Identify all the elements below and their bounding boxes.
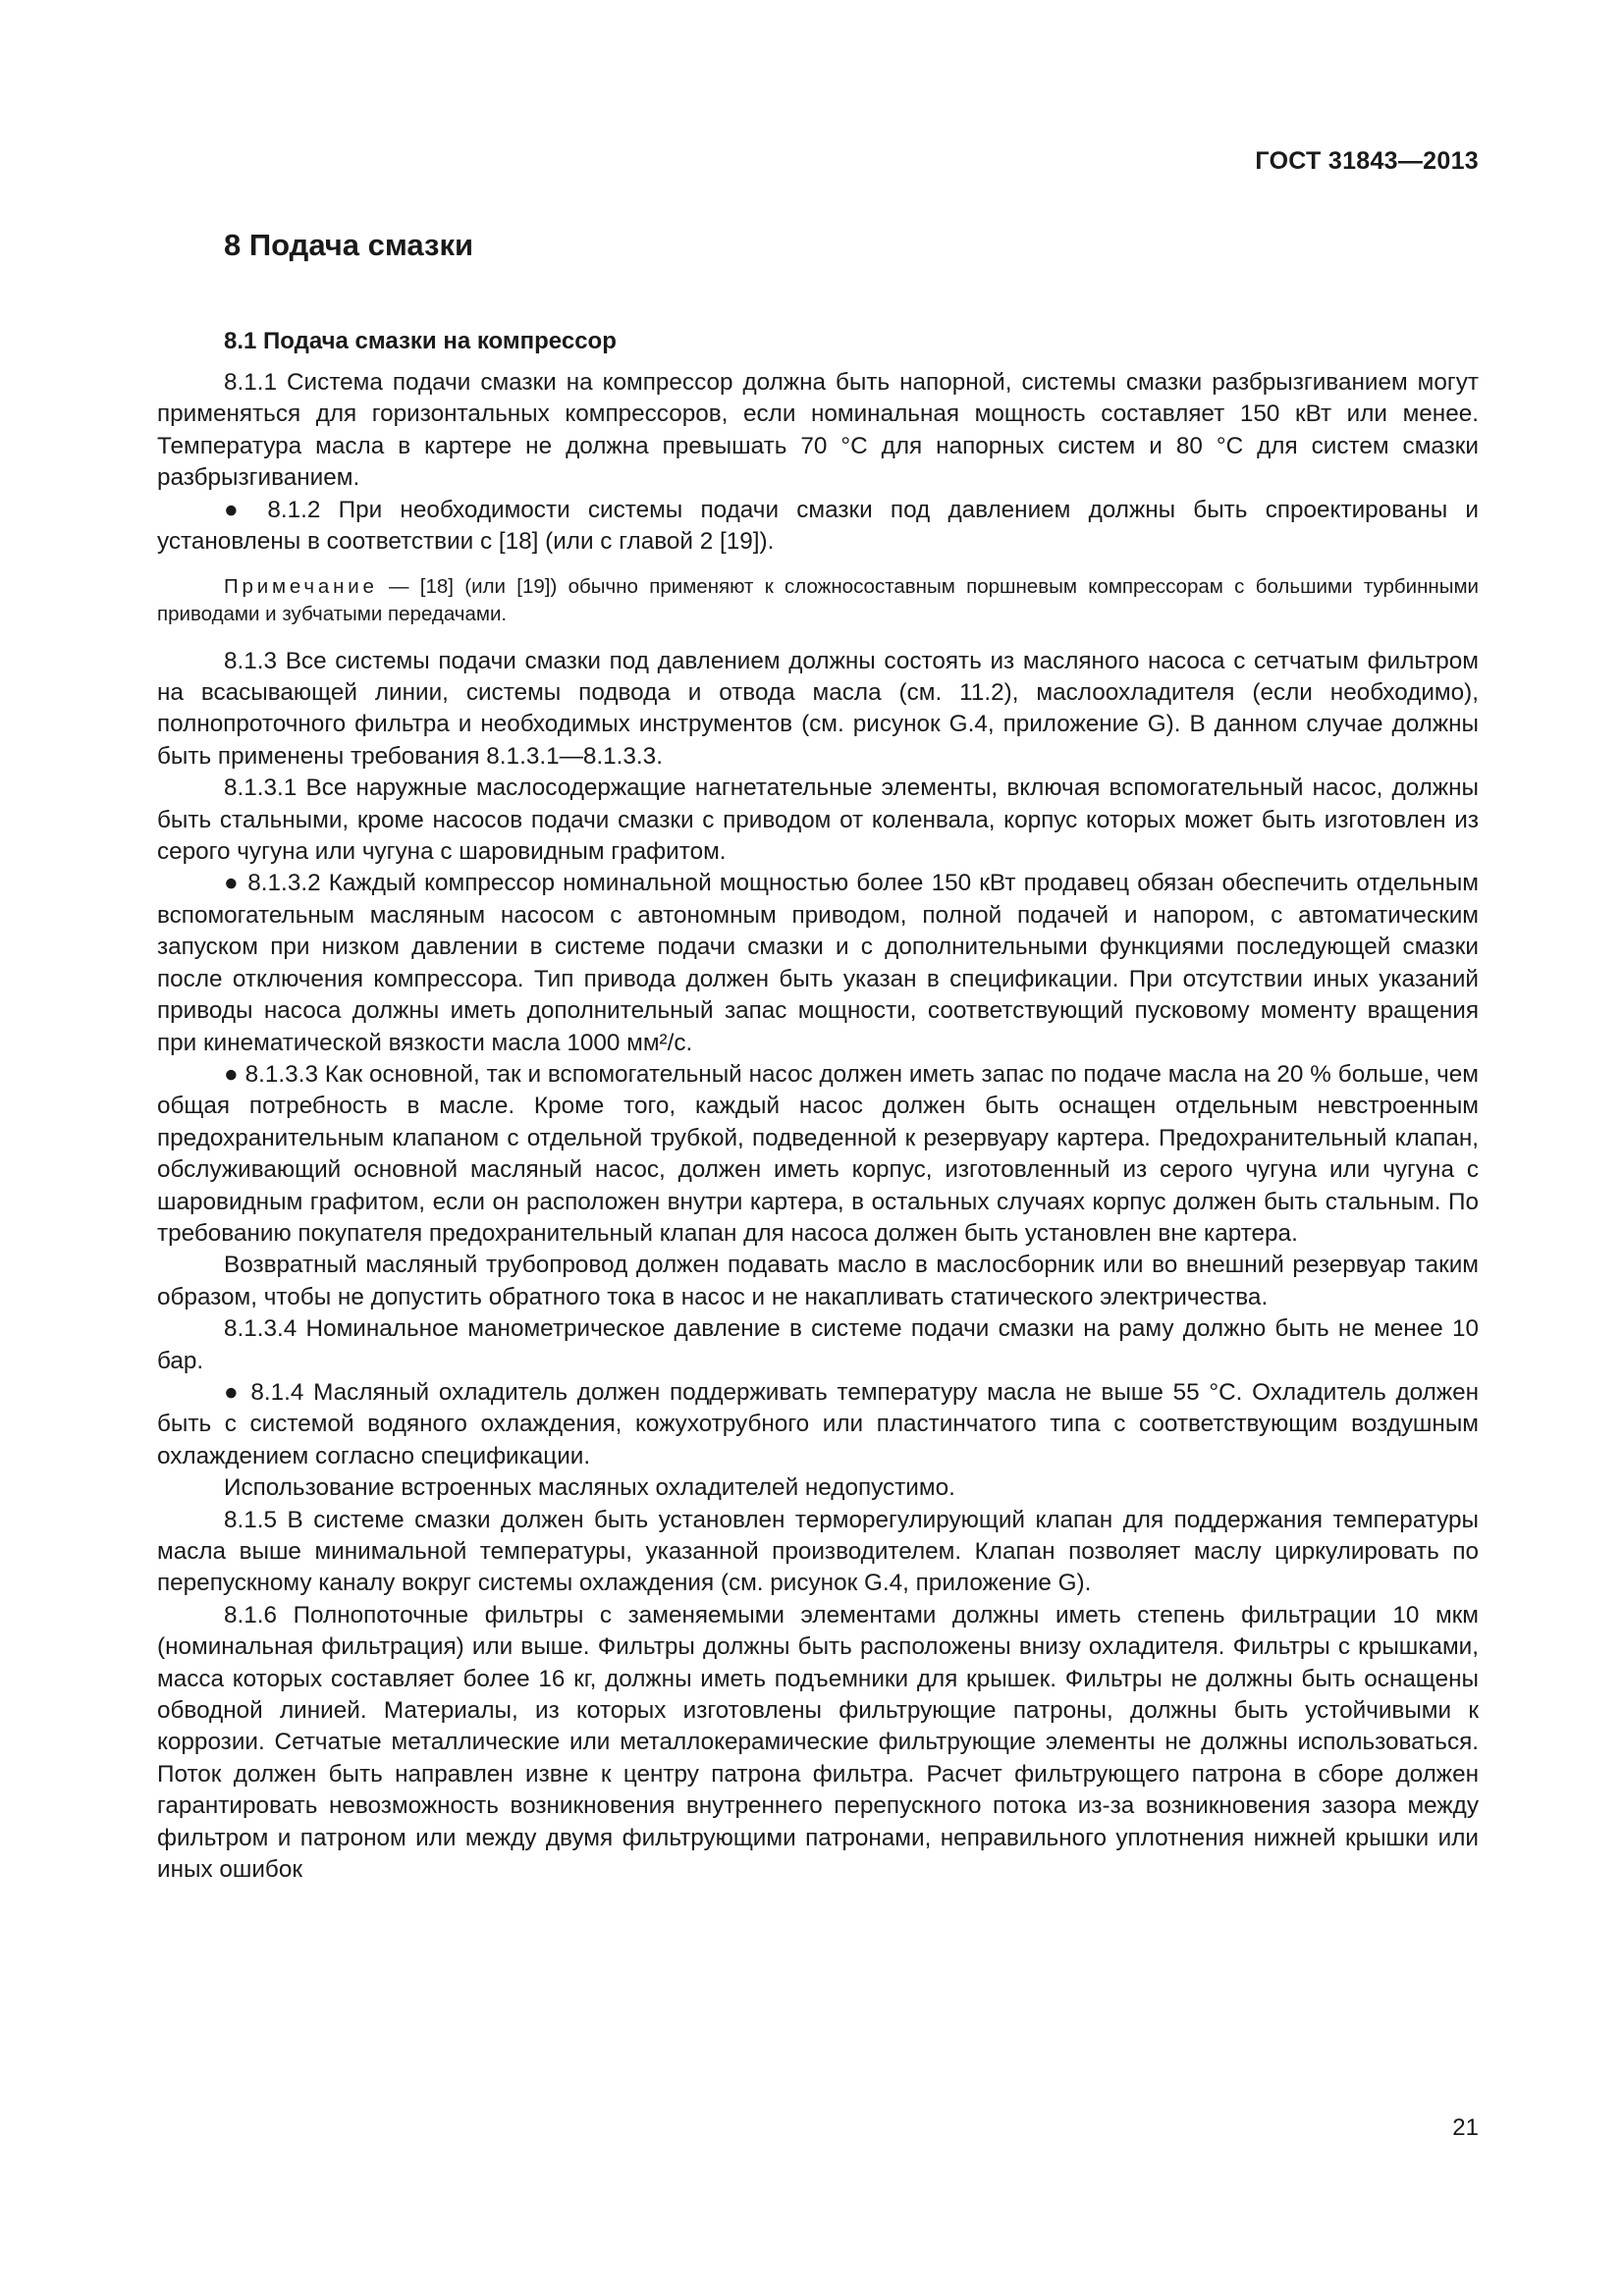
paragraph-8-1-6: 8.1.6 Полнопоточные фильтры с заменяемыми элементами должны иметь степень фильтрации 10 мкм (номинальная фильтрация) или выше. Фильтры должны быть расположены внизу охладителя. Фильтры с крышками, масса которых составляет более 16 кг, должны иметь подъемники для крышек. Фильтры не должны быть оснащены обводной линией. Материалы, из которых изготовлены фильтрующие патроны, должны быть устойчивыми к коррозии. Сетчатые металлические или металлокерамические фильтрующие элементы не должны использоваться. Поток должен быть направлен извне к центру патрона фильтра. Расчет фильтрующего патрона в сборе должен гарантировать невозможность возникновения внутреннего перепускного потока из-за возникновения зазора между фильтром и патроном или между двумя фильтрующими патронами, неправильного уплотнения нижней крышки или иных ошибок [157,1601,1479,1884]
paragraph-8-1-2: ● 8.1.2 При необходимости системы подачи смазки под давлением должны быть спроектированы и установлены в соответствии с [18] (или с главой 2 [19]). [157,496,1479,556]
standard-number: ГОСТ 31843—2013 [1255,147,1479,175]
section-title: 8 Подача смазки [224,228,474,262]
paragraph-8-1-4: ● 8.1.4 Масляный охладитель должен поддерживать температуру масла не выше 55 °С. Охладитель должен быть с системой водяного охлаждения, кожухотрубного или пластинчатого типа с соответствующим воздушным охлаждением согласно спецификации. [157,1378,1479,1469]
paragraph-8-1-3-1: 8.1.3.1 Все наружные маслосодержащие нагнетательные элементы, включая вспомогательный насос, должны быть стальными, кроме насосов подачи смазки с приводом от коленвала, корпус которых может быть изготовлен из серого чугуна или чугуна с шаровидным графитом. [157,774,1479,866]
page-number: 21 [1452,2114,1479,2141]
paragraph-8-1-5: 8.1.5 В системе смазки должен быть установлен терморегулирующий клапан для поддержания температуры масла выше минимальной температуры, указанной производителем. Клапан позволяет маслу циркулировать по перепускному каналу вокруг системы охлаждения (см. рисунок G.4, приложение G). [157,1506,1479,1597]
paragraph-8-1-3: 8.1.3 Все системы подачи смазки под давлением должны состоять из масляного насоса с сетчатым фильтром на всасывающей линии, системы подвода и отвода масла (см. 11.2), маслоохладителя (если необходимо), полнопроточного фильтра и необходимых инструментов (см. рисунок G.4, приложение G). В данном случае должны быть применены требования 8.1.3.1—8.1.3.3. [157,647,1479,770]
note-text: — [18] (или [19]) обычно применяют к сложносоставным поршневым компрессорам с большими турбинными приводами и зубчатыми передачами. [157,575,1479,626]
note-label: Примечание [224,575,378,599]
paragraph-8-1-3-4: 8.1.3.4 Номинальное манометрическое давление в системе подачи смазки на раму должно быть не менее 10 бар. [157,1315,1479,1374]
page-content [157,226,1479,1886]
paragraph-return-pipeline: Возвратный масляный трубопровод должен подавать масло в маслосборник или во внешний резервуар таким образом, чтобы не допустить обратного тока в насос и не накапливать статического электричества. [157,1252,1479,1310]
paragraph-8-1-1: 8.1.1 Система подачи смазки на компрессор должна быть напорной, системы смазки разбрызгиванием могут применяться для горизонтальных компрессоров, если номинальная мощность составляет 150 кВт или менее. Температура масла в картере не должна превышать 70 °С для напорных систем и 80 °С для систем смазки разбрызгиванием. [157,369,1479,492]
subsection-title: 8.1 Подача смазки на компрессор [224,328,617,354]
paragraph-built-in-coolers: Использование встроенных масляных охладителей недопустимо. [224,1474,955,1502]
note [157,573,1479,627]
paragraph-8-1-3-3: ● 8.1.3.3 Как основной, так и вспомогательный насос должен иметь запас по подаче масла на 20 % больше, чем общая потребность в масле. Кроме того, каждый насос должен быть оснащен отдельным невстроенным предохранительным клапаном с отдельной трубкой, подведенной к резервуару картера. Предохранительный клапан, обслуживающий основной масляный насос, должен иметь корпус, изготовленный из серого чугуна или чугуна с шаровидным графитом, если он расположен внутри картера, в остальных случаях корпус должен быть стальным. По требованию покупателя предохранительный клапан для насоса должен быть установлен вне картера. [157,1060,1479,1247]
paragraph-8-1-3-2: ● 8.1.3.2 Каждый компрессор номинальной мощностью более 150 кВт продавец обязан обеспечить отдельным вспомогательным масляным насосом с автономным приводом, полной подачей и напором, с автоматическим запуском при низком давлении в системе подачи смазки и с дополнительными функциями последующей смазки после отключения компрессора. Тип привода должен быть указан в спецификации. При отсутствии иных указаний приводы насоса должны иметь дополнительный запас мощности, соответствующий пусковому моменту вращения при кинематической вязкости масла 1000 мм²/с. [157,870,1479,1056]
